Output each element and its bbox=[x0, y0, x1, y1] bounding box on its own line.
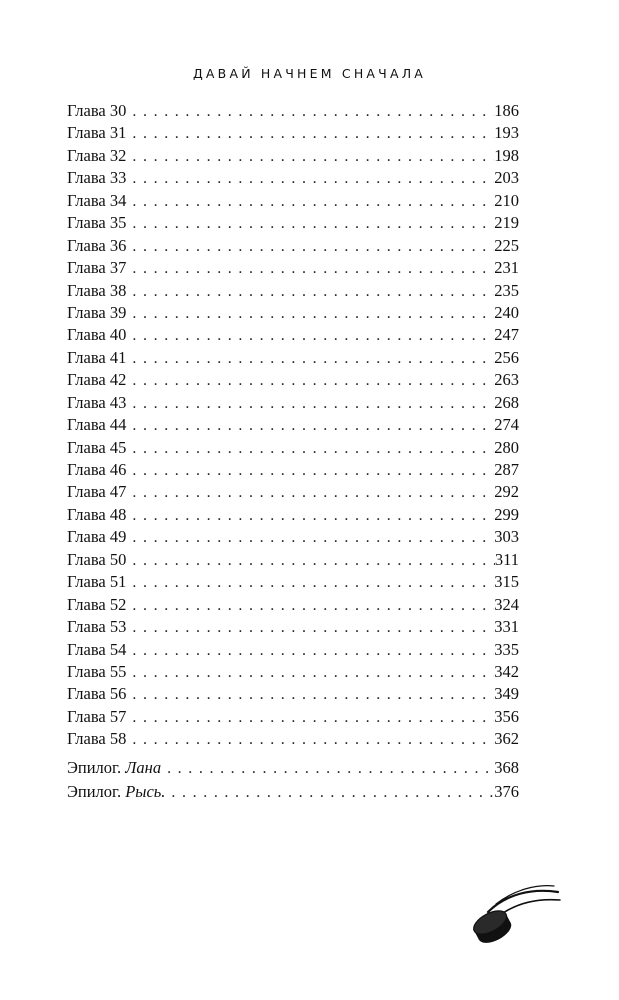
toc-entry-page: 231 bbox=[494, 258, 519, 278]
toc-entry-page: 256 bbox=[494, 347, 519, 367]
toc-entry-label: Глава 46 bbox=[67, 460, 127, 479]
toc-entry bbox=[67, 369, 519, 391]
toc-entry-label: Глава 57 bbox=[67, 706, 127, 726]
dot-leader bbox=[132, 482, 494, 504]
dot-leader bbox=[132, 438, 494, 460]
toc-entry-page: 356 bbox=[494, 706, 519, 726]
epilogue-entry bbox=[67, 781, 519, 803]
toc-entry-page: 210 bbox=[494, 190, 519, 210]
table-of-contents bbox=[67, 100, 519, 804]
epilogue-entry-page: 368 bbox=[494, 757, 519, 777]
dot-leader bbox=[132, 281, 494, 303]
dot-leader bbox=[132, 213, 494, 235]
toc-entry-page: 263 bbox=[494, 370, 519, 390]
dot-leader bbox=[132, 617, 494, 639]
toc-entry-page: 292 bbox=[494, 482, 519, 502]
toc-entry-label: Глава 45 bbox=[67, 437, 127, 457]
toc-entry-label: Глава 34 bbox=[67, 190, 127, 210]
toc-entry-page: 299 bbox=[494, 504, 519, 524]
dot-leader bbox=[132, 191, 494, 213]
epilogue-entry-label bbox=[67, 781, 171, 803]
epilogue-entry bbox=[67, 757, 519, 779]
dot-leader bbox=[132, 595, 494, 617]
toc-entry bbox=[67, 459, 519, 481]
toc-entry bbox=[67, 616, 519, 638]
toc-entry bbox=[67, 481, 519, 503]
toc-entry-page: 225 bbox=[494, 235, 519, 255]
toc-entry-label: Глава 47 bbox=[67, 482, 127, 502]
toc-entry-page: 219 bbox=[494, 213, 519, 233]
toc-entry-page: 280 bbox=[494, 437, 519, 457]
toc-entry-page: 274 bbox=[494, 415, 519, 435]
toc-entry-page: 315 bbox=[494, 572, 519, 592]
running-title: ДАВАЙ НАЧНЕМ СНАЧАЛА bbox=[192, 66, 427, 81]
dot-leader bbox=[132, 168, 494, 190]
toc-entry-label: Глава 52 bbox=[67, 594, 127, 614]
toc-entry bbox=[67, 235, 519, 257]
dot-leader bbox=[132, 303, 494, 325]
epilogue-entry-label bbox=[67, 757, 167, 779]
toc-entry-page: 311 bbox=[494, 549, 519, 569]
toc-entry-page: 193 bbox=[494, 123, 519, 143]
toc-entry bbox=[67, 145, 519, 167]
dot-leader bbox=[171, 782, 494, 804]
toc-entry-label: Глава 54 bbox=[67, 639, 127, 659]
dot-leader bbox=[132, 460, 494, 482]
dot-leader bbox=[132, 572, 494, 594]
toc-entry-label: Глава 51 bbox=[67, 572, 127, 592]
dot-leader bbox=[132, 258, 494, 280]
toc-entry bbox=[67, 661, 519, 683]
toc-entry bbox=[67, 728, 519, 750]
toc-entry-label: Глава 55 bbox=[67, 661, 127, 681]
toc-entry-label: Глава 33 bbox=[67, 168, 127, 188]
epilogue-prefix: Эпилог. bbox=[67, 757, 122, 777]
toc-entry-label: Глава 58 bbox=[67, 729, 127, 749]
toc-entry-page: 186 bbox=[494, 101, 519, 120]
toc-entry-label: Глава 43 bbox=[67, 392, 127, 412]
toc-entry-label: Глава 30 bbox=[67, 101, 127, 120]
toc-entry-label: Глава 35 bbox=[67, 213, 127, 233]
toc-entry-label: Глава 42 bbox=[67, 370, 127, 390]
toc-entry bbox=[67, 392, 519, 414]
dot-leader bbox=[132, 236, 494, 258]
toc-entry-page: 303 bbox=[494, 527, 519, 547]
toc-entry-label: Глава 40 bbox=[67, 325, 127, 345]
epilogue-list bbox=[67, 757, 519, 804]
toc-entry-label: Глава 38 bbox=[67, 280, 127, 300]
toc-entry-label: Глава 48 bbox=[67, 504, 127, 524]
epilogue-prefix: Эпилог. bbox=[67, 782, 122, 802]
toc-entry-label: Глава 39 bbox=[67, 302, 127, 322]
toc-entry bbox=[67, 571, 519, 593]
toc-entry-page: 247 bbox=[494, 325, 519, 345]
toc-entry-label: Глава 31 bbox=[67, 123, 127, 143]
toc-entry-label: Глава 49 bbox=[67, 527, 127, 547]
toc-entry bbox=[67, 122, 519, 144]
dot-leader bbox=[132, 393, 494, 415]
epilogue-entry-page: 376 bbox=[494, 782, 519, 802]
toc-entry-page: 331 bbox=[494, 617, 519, 637]
toc-entry bbox=[67, 190, 519, 212]
toc-entry bbox=[67, 526, 519, 548]
toc-entry bbox=[67, 504, 519, 526]
toc-entry-label: Глава 37 bbox=[67, 258, 127, 278]
toc-entry bbox=[67, 100, 519, 122]
toc-entry-label: Глава 44 bbox=[67, 415, 127, 435]
dot-leader bbox=[132, 707, 494, 729]
toc-entry bbox=[67, 347, 519, 369]
toc-entry-label: Глава 32 bbox=[67, 145, 127, 165]
dot-leader bbox=[132, 729, 494, 751]
toc-entry-page: 198 bbox=[494, 145, 519, 165]
toc-entry bbox=[67, 683, 519, 705]
toc-entry bbox=[67, 639, 519, 661]
dot-leader bbox=[132, 550, 494, 572]
toc-entry-page: 335 bbox=[494, 639, 519, 659]
toc-entry-label: Глава 53 bbox=[67, 617, 127, 637]
toc-entry bbox=[67, 706, 519, 728]
toc-entry bbox=[67, 280, 519, 302]
dot-leader bbox=[132, 684, 494, 706]
dot-leader bbox=[132, 101, 494, 123]
dot-leader bbox=[132, 505, 494, 527]
dot-leader bbox=[132, 123, 494, 145]
toc-entry bbox=[67, 594, 519, 616]
toc-entry bbox=[67, 212, 519, 234]
toc-entry-label: Глава 36 bbox=[67, 235, 127, 255]
toc-entry-page: 287 bbox=[494, 460, 519, 479]
toc-entry-page: 342 bbox=[494, 661, 519, 681]
dot-leader bbox=[132, 146, 494, 168]
toc-entry-page: 203 bbox=[494, 168, 519, 188]
dot-leader bbox=[132, 662, 494, 684]
toc-entry-page: 324 bbox=[494, 594, 519, 614]
hockey-puck-icon bbox=[466, 882, 566, 950]
toc-entry bbox=[67, 437, 519, 459]
epilogue-character-name: Лана bbox=[125, 757, 162, 777]
toc-entry bbox=[67, 324, 519, 346]
toc-entry-label: Глава 41 bbox=[67, 347, 127, 367]
dot-leader bbox=[132, 527, 494, 549]
toc-entry-label: Глава 56 bbox=[67, 684, 127, 704]
chapter-list bbox=[67, 100, 519, 751]
toc-entry-page: 268 bbox=[494, 392, 519, 412]
toc-entry bbox=[67, 302, 519, 324]
dot-leader bbox=[132, 325, 494, 347]
toc-entry-page: 240 bbox=[494, 302, 519, 322]
dot-leader bbox=[132, 370, 494, 392]
epilogue-character-name: Рысь. bbox=[125, 782, 166, 802]
toc-entry bbox=[67, 549, 519, 571]
toc-entry-page: 362 bbox=[494, 729, 519, 749]
dot-leader bbox=[167, 758, 494, 780]
dot-leader bbox=[132, 640, 494, 662]
dot-leader bbox=[132, 415, 494, 437]
toc-entry bbox=[67, 167, 519, 189]
toc-entry-page: 349 bbox=[494, 684, 519, 704]
toc-entry-page: 235 bbox=[494, 280, 519, 300]
toc-entry-label: Глава 50 bbox=[67, 549, 127, 569]
toc-entry bbox=[67, 414, 519, 436]
dot-leader bbox=[132, 348, 494, 370]
toc-entry bbox=[67, 257, 519, 279]
